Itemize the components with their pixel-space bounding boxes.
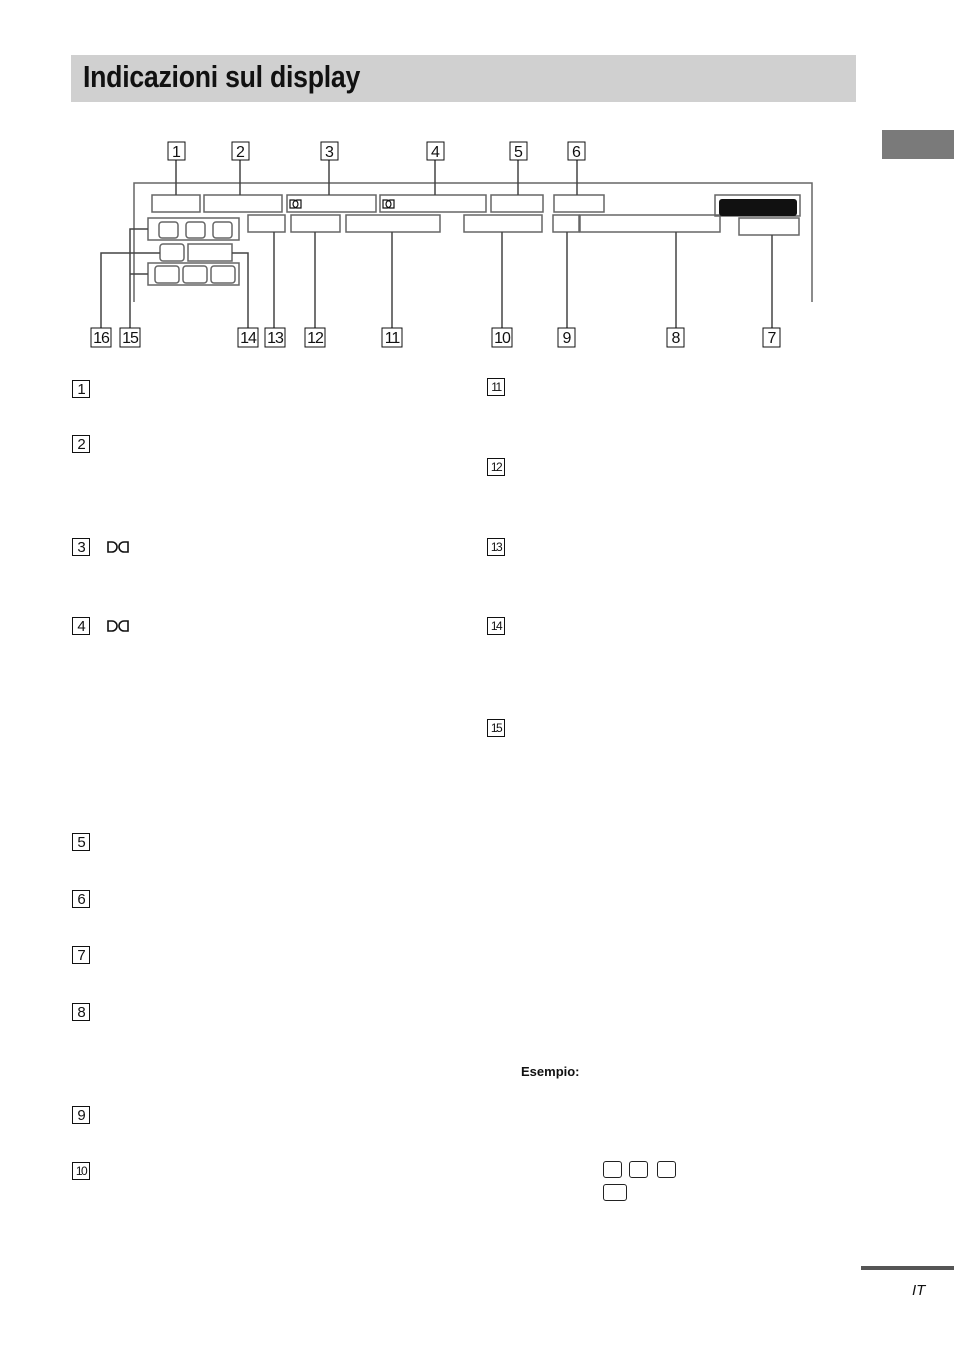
speaker-fl <box>159 222 178 238</box>
segment-5 <box>491 195 543 212</box>
item-number: 12 <box>487 458 505 476</box>
example-label: Esempio: <box>521 1064 580 1079</box>
item-number: 10 <box>72 1162 90 1180</box>
callout-3: 3 <box>325 144 334 161</box>
list-item <box>72 1003 96 1025</box>
segment-2 <box>204 195 282 212</box>
list-item <box>487 538 511 560</box>
item-number: 5 <box>72 833 90 851</box>
dolby-icon <box>106 619 130 633</box>
item-number: 8 <box>72 1003 90 1021</box>
indicator-filled <box>719 199 797 216</box>
list-item <box>72 833 96 855</box>
segment-11 <box>346 215 440 232</box>
language-label: IT <box>912 1282 926 1299</box>
footer-rule <box>861 1266 954 1270</box>
callout-8: 8 <box>671 330 680 347</box>
segment-7 <box>739 218 799 235</box>
list-item <box>487 378 511 400</box>
item-number: 7 <box>72 946 90 964</box>
list-item <box>72 890 96 912</box>
segment-10 <box>464 215 542 232</box>
callout-9: 9 <box>562 330 571 347</box>
speaker-sl <box>155 266 179 283</box>
speaker-icon <box>603 1184 627 1201</box>
page-title: Indicazioni sul display <box>83 59 361 94</box>
display-frame <box>134 183 812 302</box>
callout-6: 6 <box>572 144 581 161</box>
item-number: 1 <box>72 380 90 398</box>
callout-13: 13 <box>267 330 283 347</box>
callout-14: 14 <box>240 330 256 347</box>
list-item <box>487 458 511 480</box>
callout-15: 15 <box>122 330 138 347</box>
speaker-sr <box>211 266 235 283</box>
segment-4 <box>380 195 486 212</box>
speaker-fr <box>213 222 232 238</box>
list-item <box>72 1106 96 1128</box>
segment-12 <box>291 215 340 232</box>
item-number: 14 <box>487 617 505 635</box>
speaker-sw <box>160 244 184 261</box>
segment-3 <box>287 195 376 212</box>
display-diagram <box>0 0 954 360</box>
item-number: 9 <box>72 1106 90 1124</box>
speaker-icon <box>629 1161 648 1178</box>
list-item <box>72 617 136 639</box>
item-number: 6 <box>72 890 90 908</box>
list-item <box>487 617 511 639</box>
callout-2: 2 <box>236 144 245 161</box>
item-number: 15 <box>487 719 505 737</box>
segment-9 <box>553 215 579 232</box>
list-item <box>487 719 511 741</box>
list-item <box>72 380 96 402</box>
callout-16: 16 <box>93 330 109 347</box>
callout-12: 12 <box>307 330 323 347</box>
segment-6 <box>554 195 604 212</box>
list-item <box>72 538 136 560</box>
callout-10: 10 <box>494 330 510 347</box>
segment-8 <box>580 215 720 232</box>
list-item <box>72 1162 96 1184</box>
item-number: 13 <box>487 538 505 556</box>
dolby-mark-4 <box>383 200 394 208</box>
callout-1: 1 <box>172 144 181 161</box>
speaker-icon <box>603 1161 622 1178</box>
list-item <box>72 435 96 457</box>
item-number: 3 <box>72 538 90 556</box>
segment-14 <box>188 244 232 261</box>
callout-5: 5 <box>514 144 523 161</box>
item-number: 2 <box>72 435 90 453</box>
segment-1 <box>152 195 200 212</box>
speaker-s <box>183 266 207 283</box>
example-speaker-icons <box>602 1160 682 1204</box>
item-number: 4 <box>72 617 90 635</box>
dolby-icon <box>106 540 130 554</box>
dolby-mark-3 <box>290 200 301 208</box>
callout-11: 11 <box>384 330 400 347</box>
speaker-c <box>186 222 205 238</box>
segment-13 <box>248 215 285 232</box>
item-number: 11 <box>487 378 505 396</box>
callout-4: 4 <box>431 144 440 161</box>
callout-7: 7 <box>767 330 776 347</box>
speaker-icon <box>657 1161 676 1178</box>
list-item <box>72 946 96 968</box>
